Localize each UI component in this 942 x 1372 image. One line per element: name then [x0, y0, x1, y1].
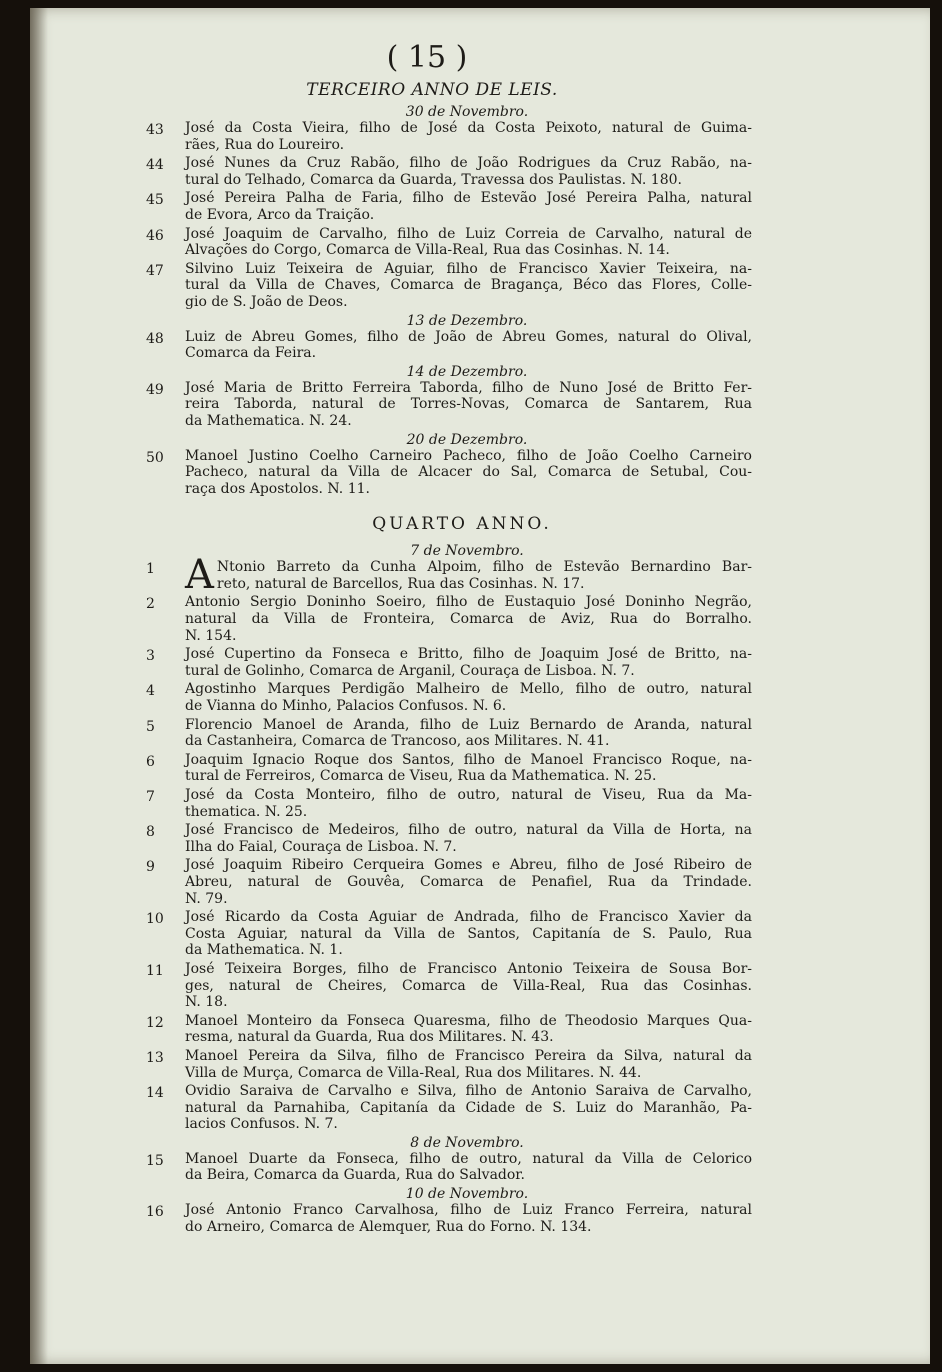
register-entry	[112, 1202, 752, 1235]
entry-number: 49	[146, 381, 164, 398]
entry-number: 3	[146, 648, 155, 665]
entry-line: da Castanheira, Comarca de Trancoso, aos Militares. N. 41.	[185, 733, 610, 750]
entry-number: 7	[146, 789, 155, 805]
entry-line: da Mathematica. N. 24.	[185, 412, 352, 429]
entry-number: 1	[146, 561, 155, 578]
register-entry	[112, 226, 752, 259]
register-entry	[112, 448, 752, 498]
entry-line: Pacheco, natural da Villa de Alcacer do Sal, Comarca de Setubal, Cou-	[185, 464, 752, 481]
entry-number: 46	[146, 227, 164, 244]
entry-number: 16	[146, 1204, 164, 1221]
register-entry	[112, 552, 752, 599]
register-entry	[112, 380, 752, 430]
entry-line: da Beira, Comarca da Guarda, Rua do Salvador.	[185, 1167, 525, 1184]
date-heading: 14 de Dezembro.	[406, 363, 528, 380]
register-entry	[112, 329, 752, 362]
entry-line: tural de Ferreiros, Comarca de Viseu, Rua da Mathematica. N. 25.	[185, 768, 657, 785]
entry-line: tural da Villa de Chaves, Comarca de Bragança, Béco das Flores, Colle-	[185, 277, 752, 294]
entry-line: Luiz de Abreu Gomes, filho de João de Abreu Gomes, natural do Olival,	[185, 328, 752, 345]
entry-line: rães, Rua do Loureiro.	[185, 136, 345, 153]
entry-gap	[112, 497, 752, 499]
register-entry	[112, 155, 752, 188]
entry-number: 48	[146, 330, 164, 347]
register-entry	[112, 1013, 752, 1046]
register-entry	[112, 1083, 752, 1133]
entry-line: Silvino Luiz Teixeira de Aguiar, filho de Francisco Xavier Teixeira, na-	[185, 260, 752, 277]
entry-line: resma, natural da Guarda, Rua dos Militares. N. 43.	[185, 1029, 554, 1046]
entry-line: ges, natural de Cheires, Comarca de Villa-Real, Rua das Cosinhas.	[185, 977, 752, 994]
entry-line: Ilha do Faial, Couraça de Lisboa. N. 7.	[185, 838, 457, 855]
entry-line: thematica. N. 25.	[185, 803, 308, 820]
entry-line: José Antonio Franco Carvalhosa, filho de Luiz Franco Ferreira, natural	[185, 1202, 752, 1219]
date-heading: 8 de Novembro.	[410, 1134, 524, 1151]
page-binding-shadow	[30, 8, 48, 1364]
entry-number: 47	[146, 262, 164, 279]
register-entry	[112, 1151, 752, 1184]
register-entry	[112, 961, 752, 1011]
register-entry	[112, 681, 752, 714]
entry-line: José Teixeira Borges, filho de Francisco Antonio Teixeira de Sousa Bor-	[185, 960, 752, 977]
entry-line: Villa de Murça, Comarca de Villa-Real, Rua dos Militares. N. 44.	[185, 1064, 642, 1081]
register-entry	[112, 120, 752, 153]
entry-line: reto, natural de Barcellos, Rua das Cosinhas. N. 17.	[216, 575, 585, 592]
entry-number: 6	[146, 753, 155, 770]
entry-line: natural da Parnahiba, Capitanía da Cidade de S. Luiz do Maranhão, Pa-	[185, 1099, 752, 1116]
entry-line: natural da Villa de Fronteira, Comarca de Aviz, Rua do Borralho.	[185, 611, 752, 628]
entry-line: José Joaquim de Carvalho, filho de Luiz Correia de Carvalho, natural de	[185, 225, 752, 242]
entry-number: 43	[146, 122, 164, 138]
entry-line: José da Costa Monteiro, filho de outro, natural de Viseu, Rua da Ma-	[185, 787, 752, 803]
entry-line: José da Costa Vieira, filho de José da Costa Peixoto, natural de Guima-	[185, 120, 752, 136]
entry-line: da Mathematica. N. 1.	[185, 942, 343, 959]
page-number: ( 15 )	[386, 40, 468, 75]
entry-line: Manoel Monteiro da Fonseca Quaresma, filho de Theodosio Marques Qua-	[185, 1012, 752, 1029]
entry-line: José Cupertino da Fonseca e Britto, filho de Joaquim José de Britto, na-	[185, 646, 752, 663]
entry-line: José Ricardo da Costa Aguiar de Andrada, filho de Francisco Xavier da	[185, 909, 752, 926]
entry-number: 2	[146, 596, 155, 613]
entry-line: José Francisco de Medeiros, filho de outro, natural da Villa de Horta, na	[185, 822, 752, 839]
entry-number: 5	[146, 718, 155, 735]
entry-line: José Maria de Britto Ferreira Taborda, filho de Nuno José de Britto Fer-	[185, 379, 752, 396]
section-heading: QUARTO ANNO.	[372, 514, 552, 535]
register-entry	[112, 190, 752, 223]
register-entry	[112, 787, 752, 820]
entry-number: 44	[146, 157, 164, 174]
register-entry	[112, 261, 752, 311]
date-heading: 20 de Dezembro.	[406, 431, 528, 448]
register-entry	[112, 752, 752, 785]
entry-line: Abreu, natural de Gouvêa, Comarca de Penafiel, Rua da Trindade.	[185, 873, 752, 890]
entry-line: Ntonio Barreto da Cunha Alpoim, filho de Estevão Bernardino Bar-	[216, 559, 752, 576]
register-entry	[112, 822, 752, 855]
date-heading: 10 de Novembro.	[405, 1186, 529, 1203]
entry-line: N. 18.	[185, 994, 228, 1011]
drop-cap: A	[185, 552, 214, 599]
date-heading: 13 de Dezembro.	[406, 312, 528, 329]
entry-number: 8	[146, 824, 155, 841]
entry-line: Costa Aguiar, natural da Villa de Santos, Capitanía de S. Paulo, Rua	[185, 925, 752, 942]
entry-line: José Joaquim Ribeiro Cerqueira Gomes e Abreu, filho de José Ribeiro de	[185, 857, 752, 874]
entry-line: Alvações do Corgo, Comarca de Villa-Real, Rua das Cosinhas. N. 14.	[185, 242, 670, 259]
entry-line: Florencio Manoel de Aranda, filho de Luiz Bernardo de Aranda, natural	[185, 716, 752, 733]
entry-line: de Evora, Arco da Traição.	[185, 206, 375, 223]
entry-line: Comarca da Feira.	[185, 345, 317, 362]
entry-line: N. 154.	[185, 627, 237, 644]
entry-line: José Pereira Palha de Faria, filho de Estevão José Pereira Palha, natural	[185, 190, 752, 207]
entry-line: N. 79.	[185, 890, 228, 907]
entry-number: 45	[146, 192, 164, 209]
page-content	[112, 38, 752, 1237]
entry-line: do Arneiro, Comarca de Alemquer, Rua do Forno. N. 134.	[185, 1218, 592, 1235]
register-entry	[112, 717, 752, 750]
entry-number: 50	[146, 449, 164, 466]
entry-gap	[112, 1235, 752, 1237]
entry-number: 13	[146, 1049, 164, 1066]
entry-number: 14	[146, 1085, 164, 1102]
entry-line: José Nunes da Cruz Rabão, filho de João Rodrigues da Cruz Rabão, na-	[185, 155, 752, 172]
register-entry	[112, 1048, 752, 1081]
entry-number: 15	[146, 1152, 164, 1169]
date-heading: 30 de Novembro.	[405, 104, 529, 120]
entry-line: Antonio Sergio Doninho Soeiro, filho de Eustaquio José Doninho Negrão,	[185, 594, 752, 611]
entry-line: Ovidio Saraiva de Carvalho e Silva, filho de Antonio Saraiva de Carvalho,	[185, 1083, 752, 1100]
register-entry	[112, 857, 752, 907]
entry-line: reira Taborda, natural de Torres-Novas, Comarca de Santarem, Rua	[185, 396, 752, 413]
register-entry	[112, 909, 752, 959]
entry-line: Manoel Pereira da Silva, filho de Francisco Pereira da Silva, natural da	[185, 1047, 752, 1064]
entry-line: lacios Confusos. N. 7.	[185, 1116, 338, 1133]
entry-line: raça dos Apostolos. N. 11.	[185, 480, 370, 497]
entry-line: gio de S. João de Deos.	[185, 293, 348, 310]
entry-line: Manoel Duarte da Fonseca, filho de outro, natural da Villa de Celorico	[185, 1150, 752, 1167]
entry-line: Agostinho Marques Perdigão Malheiro de Mello, filho de outro, natural	[185, 681, 752, 698]
page-body	[112, 104, 752, 1237]
running-head: TERCEIRO ANNO DE LEIS.	[306, 80, 558, 100]
date-heading: 7 de Novembro.	[410, 543, 524, 560]
entry-line: tural do Telhado, Comarca da Guarda, Travessa dos Paulistas. N. 180.	[185, 171, 682, 188]
entry-line: Joaquim Ignacio Roque dos Santos, filho de Manoel Francisco Roque, na-	[185, 751, 752, 768]
entry-number: 12	[146, 1014, 164, 1031]
register-entry	[112, 646, 752, 679]
register-entry	[112, 594, 752, 644]
entry-line: tural de Golinho, Comarca de Arganil, Couraça de Lisboa. N. 7.	[185, 662, 635, 679]
entry-line: de Vianna do Minho, Palacios Confusos. N. 6.	[185, 698, 507, 715]
entry-line: Manoel Justino Coelho Carneiro Pacheco, filho de João Coelho Carneiro	[185, 447, 752, 464]
entry-number: 11	[146, 962, 164, 979]
entry-number: 4	[146, 683, 155, 700]
entry-number: 10	[146, 911, 164, 928]
entry-number: 9	[146, 859, 155, 876]
